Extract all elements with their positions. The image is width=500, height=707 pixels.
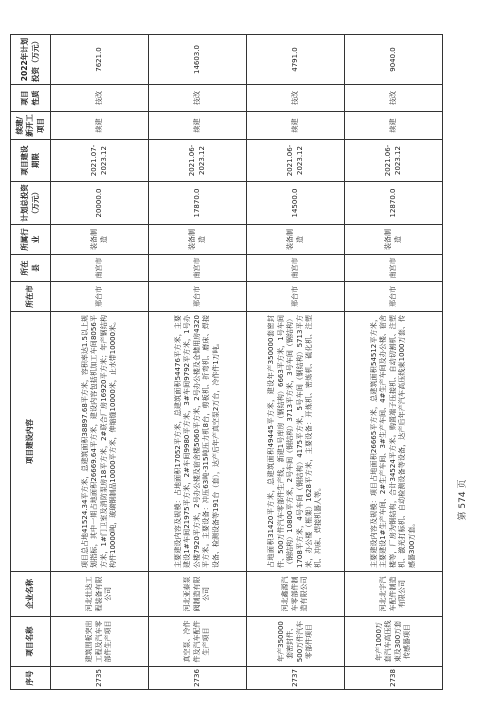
header-county: 所在县 bbox=[11, 254, 51, 281]
header-build-type: 续建/新开工项目 bbox=[11, 111, 51, 139]
header-construction-period: 项目建设期限 bbox=[11, 139, 51, 181]
cell-build-type: 续建 bbox=[345, 111, 443, 139]
page-number: 第 574 页 bbox=[458, 479, 468, 521]
cell-plan-investment-2022: 14603.0 bbox=[149, 34, 247, 84]
cell-project-name: 建筑围板突出工程及汽车零部件生产项目 bbox=[51, 616, 149, 666]
header-company-name: 企业名称 bbox=[11, 571, 51, 616]
cell-county: 南宫市 bbox=[51, 254, 149, 281]
cell-construction-content: 主要建设内容及规模：项目占地面积26665平方米，总建筑面积54512平方米，主要建设1#生产车间、2#生产车间、3#生产车间、4#生产车间及办公楼、宿舍楼等，厂房为钢结构，合计34524平方米。购置端子压接机、自动切割机、注塑机、激光打标机、自动检测设备等设备，达产后年产汽车高压线束1000万套、传感器300万套。 bbox=[345, 311, 443, 571]
cell-project-name: 年产1000万套汽车高压线束及300万套传感器项目 bbox=[345, 616, 443, 666]
cell-project-name: 年产350000套密封件、500万件汽车零部件项目 bbox=[247, 616, 345, 666]
cell-build-type: 续建 bbox=[51, 111, 149, 139]
cell-company-name: 河北北宇汽车配件制造有限公司 bbox=[345, 571, 443, 616]
cell-plan-investment-2022: 4791.0 bbox=[247, 34, 345, 84]
cell-city: 邢台市 bbox=[51, 281, 149, 311]
cell-construction-period: 2021.06-2023.12 bbox=[149, 139, 247, 181]
header-seq: 序号 bbox=[11, 666, 51, 689]
cell-plan-investment-2022: 9040.0 bbox=[345, 34, 443, 84]
cell-project-nature: 技改 bbox=[345, 84, 443, 111]
cell-construction-period: 2021.07-2023.12 bbox=[51, 139, 149, 181]
cell-county: 南宫市 bbox=[149, 254, 247, 281]
cell-seq: 2738 bbox=[345, 666, 443, 689]
cell-city: 邢台市 bbox=[345, 281, 443, 311]
cell-seq: 2736 bbox=[149, 666, 247, 689]
header-city: 所在市 bbox=[11, 281, 51, 311]
cell-industry: 装备制造 bbox=[247, 224, 345, 254]
cell-build-type: 续建 bbox=[247, 111, 345, 139]
project-table bbox=[10, 34, 443, 690]
cell-project-nature: 技改 bbox=[149, 84, 247, 111]
cell-construction-content: 项目总占地41524.34平方米，总建筑面积38897.68平方米，容积率达1.5以上规划指标，其中一期占地面积26669.64平方米，建设内容包括机加工车间8056平方米，1#门卫室及消防泵房18平方米，2#联合厂房16920平方米；年产钢结构构件10000吨，玻璃钢制品10000平方米，伸缩缝10000米，止水带10000米。 bbox=[51, 311, 149, 571]
cell-construction-content: 主要建设内容及规模：占地面积17052平方米，总建筑面积54476平方米，主要建设1#车间21975平方米，2#车间9980平方米，3#车间9792平方米，1号办公楼7920平方米，2号办公楼及宿舍楼5060平方米，2号办公楼及仓储用房4320平方米。主要设备：冲压63吨-315吨压力机8台，剪板机、折弯机、磨床、焊接设备、检测设备等191台（套），达产后年产真空泵2万台，冷作件1万吨。 bbox=[149, 311, 247, 571]
cell-seq: 2737 bbox=[247, 666, 345, 689]
cell-county: 南宫市 bbox=[345, 254, 443, 281]
cell-city: 邢台市 bbox=[247, 281, 345, 311]
cell-industry: 装备制造 bbox=[51, 224, 149, 254]
header-construction-content: 项目建设内容 bbox=[11, 311, 51, 571]
header-total-investment: 计划总投资（万元） bbox=[11, 181, 51, 224]
cell-seq: 2735 bbox=[51, 666, 149, 689]
header-industry: 所属行业 bbox=[11, 224, 51, 254]
cell-company-name: 河北鑫源汽车零部件制造有限公司 bbox=[247, 571, 345, 616]
cell-city: 邢台市 bbox=[149, 281, 247, 311]
header-plan-investment-2022: 2022年计划投资（万元） bbox=[11, 34, 51, 84]
cell-project-nature: 技改 bbox=[247, 84, 345, 111]
cell-total-investment: 17870.0 bbox=[149, 181, 247, 224]
cell-construction-period: 2021.06-2023.12 bbox=[247, 139, 345, 181]
cell-county: 南宫市 bbox=[247, 254, 345, 281]
cell-construction-period: 2021.06-2023.12 bbox=[345, 139, 443, 181]
cell-project-name: 真空泵、冷作件及汽车配件生产项目 bbox=[149, 616, 247, 666]
cell-project-nature: 技改 bbox=[51, 84, 149, 111]
cell-total-investment: 14500.0 bbox=[247, 181, 345, 224]
cell-plan-investment-2022: 7621.0 bbox=[51, 34, 149, 84]
cell-industry: 装备制造 bbox=[149, 224, 247, 254]
cell-total-investment: 20000.0 bbox=[51, 181, 149, 224]
cell-industry: 装备制造 bbox=[345, 224, 443, 254]
cell-total-investment: 12870.0 bbox=[345, 181, 443, 224]
cell-company-name: 河北壮达工程装备有限公司 bbox=[51, 571, 149, 616]
cell-build-type: 续建 bbox=[149, 111, 247, 139]
cell-construction-content: 占地面积31420平方米，总建筑面积49445平方米，建设年产350000套密封件、500万件汽车零部件生产线，新建1号库房（钢结构）6663平方米，1号车间（钢结构）10800平方米，2号车间（钢结构）3713平方米，3号车间（钢结构）1708平方米，4号车间（钢结构）4175平方米，5号车间（钢结构）5713平方米，办公楼（框架）1628平方米，主要设备：开炼机、密炼机、硫化机、注塑机、冲床、焊接机器人等。 bbox=[247, 311, 345, 571]
header-project-name: 项目名称 bbox=[11, 616, 51, 666]
header-project-nature: 项目性质 bbox=[11, 84, 51, 111]
cell-company-name: 河北亚泰泵阀制造有限公司 bbox=[149, 571, 247, 616]
